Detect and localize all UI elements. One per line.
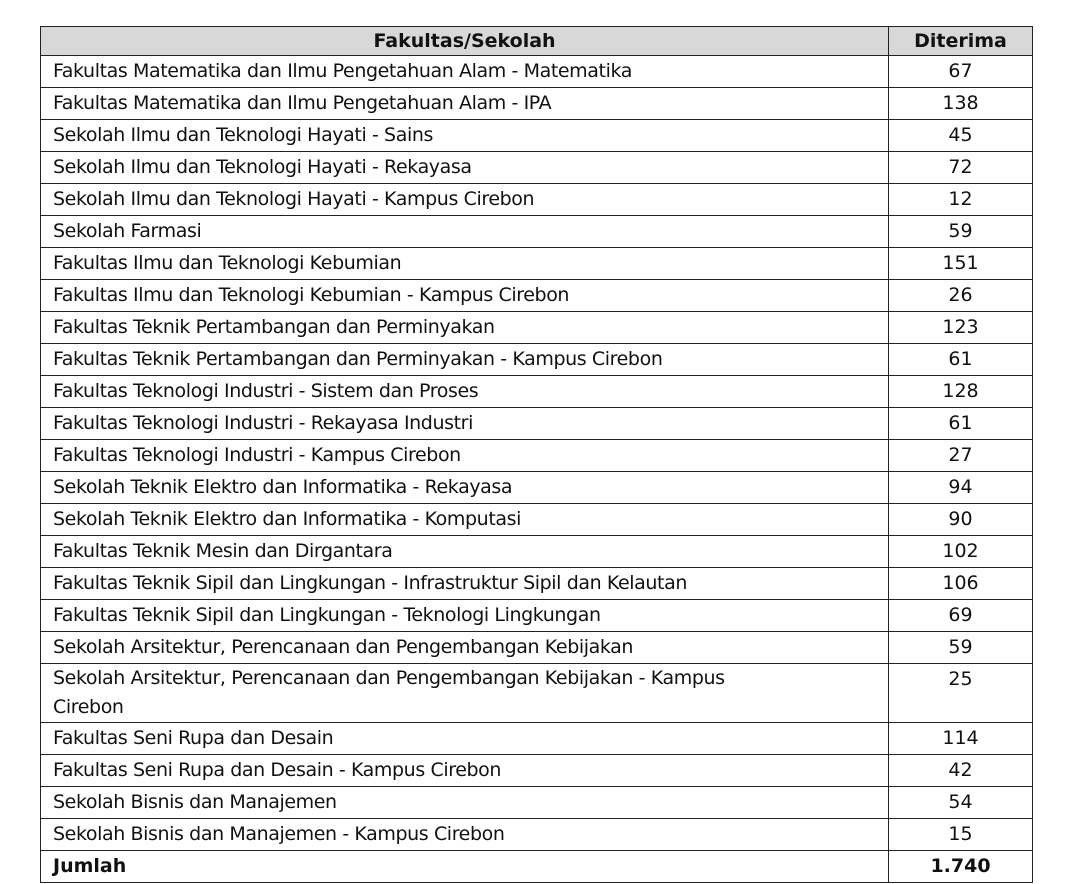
table-header-row	[41, 27, 1033, 56]
table-row	[41, 88, 1033, 120]
faculty-name: Sekolah Arsitektur, Perencanaan dan Pengembangan Kebijakan - Kampus Cirebon	[41, 664, 889, 723]
table-row	[41, 184, 1033, 216]
accepted-count: 26	[889, 280, 1033, 312]
table-row	[41, 504, 1033, 536]
table-row	[41, 248, 1033, 280]
accepted-count: 72	[889, 152, 1033, 184]
table-row	[41, 819, 1033, 851]
table-row	[41, 344, 1033, 376]
faculty-name: Sekolah Farmasi	[41, 216, 889, 248]
table-row	[41, 472, 1033, 504]
table-row	[41, 376, 1033, 408]
accepted-count: 67	[889, 56, 1033, 88]
faculty-name: Fakultas Ilmu dan Teknologi Kebumian	[41, 248, 889, 280]
faculty-name: Sekolah Ilmu dan Teknologi Hayati - Sains	[41, 120, 889, 152]
faculty-name: Fakultas Seni Rupa dan Desain - Kampus Cirebon	[41, 755, 889, 787]
accepted-count: 54	[889, 787, 1033, 819]
faculty-name: Sekolah Arsitektur, Perencanaan dan Pengembangan Kebijakan	[41, 632, 889, 664]
total-label: Jumlah	[41, 851, 889, 883]
accepted-count: 114	[889, 723, 1033, 755]
faculty-name: Fakultas Teknik Sipil dan Lingkungan - Teknologi Lingkungan	[41, 600, 889, 632]
table-row	[41, 56, 1033, 88]
accepted-count: 15	[889, 819, 1033, 851]
table-row	[41, 216, 1033, 248]
faculty-name: Fakultas Matematika dan Ilmu Pengetahuan Alam - Matematika	[41, 56, 889, 88]
faculty-name: Fakultas Teknik Sipil dan Lingkungan - Infrastruktur Sipil dan Kelautan	[41, 568, 889, 600]
table-row	[41, 600, 1033, 632]
accepted-count: 42	[889, 755, 1033, 787]
table-row	[41, 408, 1033, 440]
faculty-name: Fakultas Teknologi Industri - Kampus Cirebon	[41, 440, 889, 472]
faculty-name: Sekolah Bisnis dan Manajemen	[41, 787, 889, 819]
column-header-accepted: Diterima	[889, 27, 1033, 56]
accepted-count: 128	[889, 376, 1033, 408]
faculty-name: Fakultas Teknik Pertambangan dan Perminyakan - Kampus Cirebon	[41, 344, 889, 376]
faculty-name: Fakultas Teknik Mesin dan Dirgantara	[41, 536, 889, 568]
table-row	[41, 787, 1033, 819]
faculty-name: Fakultas Ilmu dan Teknologi Kebumian - Kampus Cirebon	[41, 280, 889, 312]
table-row	[41, 664, 1033, 723]
accepted-count: 59	[889, 216, 1033, 248]
accepted-count: 106	[889, 568, 1033, 600]
total-row	[41, 851, 1033, 883]
table-row	[41, 568, 1033, 600]
faculty-name: Fakultas Teknologi Industri - Rekayasa Industri	[41, 408, 889, 440]
accepted-count: 102	[889, 536, 1033, 568]
admissions-table	[40, 26, 1033, 883]
table-row	[41, 280, 1033, 312]
table-row	[41, 536, 1033, 568]
table-row	[41, 723, 1033, 755]
accepted-count: 123	[889, 312, 1033, 344]
accepted-count: 138	[889, 88, 1033, 120]
accepted-count: 59	[889, 632, 1033, 664]
table-row	[41, 755, 1033, 787]
faculty-name: Sekolah Ilmu dan Teknologi Hayati - Kampus Cirebon	[41, 184, 889, 216]
faculty-name: Sekolah Bisnis dan Manajemen - Kampus Cirebon	[41, 819, 889, 851]
accepted-count: 61	[889, 344, 1033, 376]
accepted-count: 151	[889, 248, 1033, 280]
faculty-name: Fakultas Teknik Pertambangan dan Perminyakan	[41, 312, 889, 344]
accepted-count: 61	[889, 408, 1033, 440]
faculty-name: Sekolah Teknik Elektro dan Informatika - Rekayasa	[41, 472, 889, 504]
table-row	[41, 440, 1033, 472]
total-value: 1.740	[889, 851, 1033, 883]
accepted-count: 27	[889, 440, 1033, 472]
accepted-count: 45	[889, 120, 1033, 152]
faculty-name: Fakultas Seni Rupa dan Desain	[41, 723, 889, 755]
faculty-name: Sekolah Teknik Elektro dan Informatika - Komputasi	[41, 504, 889, 536]
faculty-name: Fakultas Teknologi Industri - Sistem dan Proses	[41, 376, 889, 408]
table-row	[41, 120, 1033, 152]
table-row	[41, 152, 1033, 184]
accepted-count: 25	[889, 664, 1033, 723]
faculty-name: Sekolah Ilmu dan Teknologi Hayati - Rekayasa	[41, 152, 889, 184]
accepted-count: 12	[889, 184, 1033, 216]
accepted-count: 90	[889, 504, 1033, 536]
accepted-count: 69	[889, 600, 1033, 632]
accepted-count: 94	[889, 472, 1033, 504]
table-body	[41, 56, 1033, 883]
column-header-faculty: Fakultas/Sekolah	[41, 27, 889, 56]
table-row	[41, 312, 1033, 344]
faculty-name: Fakultas Matematika dan Ilmu Pengetahuan Alam - IPA	[41, 88, 889, 120]
table-row	[41, 632, 1033, 664]
